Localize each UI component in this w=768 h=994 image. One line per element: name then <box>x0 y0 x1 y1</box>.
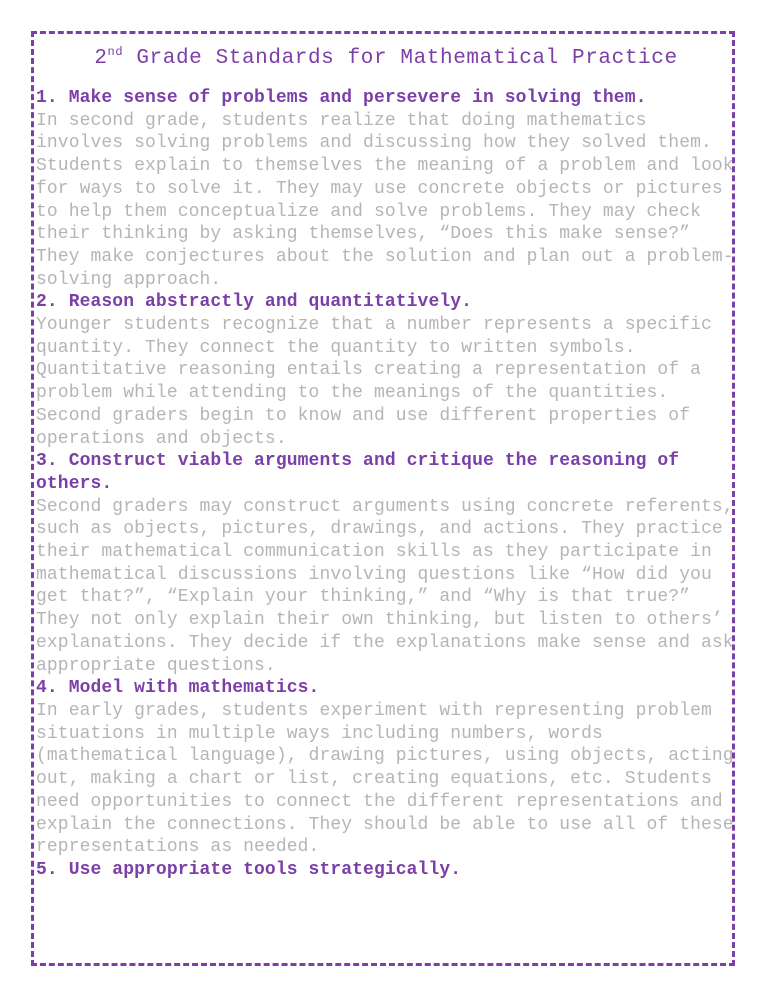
document-body <box>36 36 736 882</box>
section-text: Second graders may construct arguments using concrete referents, such as objects, pictures, drawings, and actions. They practice their mathematical communication skills as they participate in mathematical discussions involving questions like “How did you get that?”, “Explain your thinking,” and “Why is that true?” They not only explain their own thinking, but listen to others’ explanations. They decide if the explanations make sense and ask appropriate questions. <box>36 496 734 676</box>
section-heading: 5. Use appropriate tools strategically. <box>36 859 462 880</box>
section-heading: 3. Construct viable arguments and critique the reasoning of others. <box>36 451 680 494</box>
section-heading: 4. Model with mathematics. <box>36 678 320 699</box>
section-text: Younger students recognize that a number represents a specific quantity. They connect the quantity to written symbols. Quantitative reasoning entails creating a representation of a problem while attending to the meanings of the quantities. Second graders begin to know and use different properties of operations and objects. <box>36 315 712 449</box>
section-heading: 1. Make sense of problems and persevere in solving them. <box>36 88 647 108</box>
section-heading: 2. Reason abstractly and quantitatively. <box>36 292 473 313</box>
title-text: Grade Standards for Mathematical Practice <box>123 47 678 70</box>
page-title <box>36 36 736 73</box>
title-ordinal-suffix: nd <box>107 45 124 59</box>
section-text: In second grade, students realize that doing mathematics involves solving problems and discussing how they solved them. Students explain to themselves the meaning of a problem and look for ways to solve it. They may use concrete objects or pictures to help them conceptualize and solve problems. They may check their thinking by asking themselves, “Does this make sense?” They make conjectures about the solution and plan out a problem-solving approach. <box>36 110 734 290</box>
title-grade-number: 2 <box>94 47 108 70</box>
section-text: In early grades, students experiment with representing problem situations in multiple ways including numbers, words (mathematical language), drawing pictures, using objects, acting out, making a chart or list, creating equations, etc. Students need opportunities to connect the different representations and explain the connections. They should be able to use all of these representations as needed. <box>36 700 734 858</box>
